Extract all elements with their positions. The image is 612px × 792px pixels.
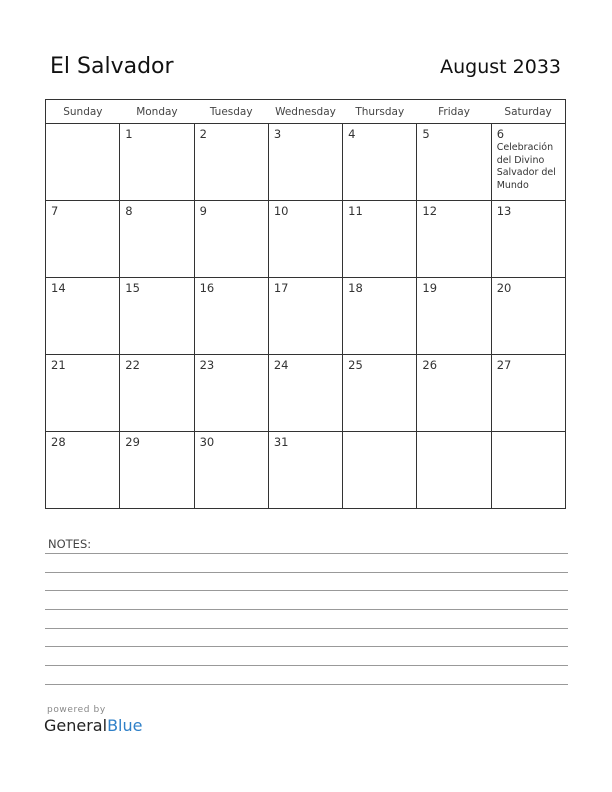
day-cell	[120, 201, 194, 278]
day-cell	[120, 278, 194, 355]
note-line	[45, 665, 568, 666]
week-row	[46, 124, 566, 201]
day-number: 24	[273, 358, 289, 372]
day-number: 25	[348, 358, 363, 372]
day-cell	[417, 432, 491, 509]
day-cell	[46, 201, 120, 278]
day-number: 17	[273, 281, 289, 295]
day-number	[343, 432, 416, 435]
weekday-wednesday: Wednesday	[268, 100, 342, 124]
day-cell	[491, 124, 565, 201]
day-cell	[194, 201, 268, 278]
day-number	[417, 432, 490, 435]
note-line	[45, 646, 568, 647]
day-number: 8	[125, 204, 133, 218]
day-cell	[343, 355, 417, 432]
day-cell	[194, 124, 268, 201]
weekday-sunday: Sunday	[46, 100, 120, 124]
day-cell	[268, 432, 342, 509]
note-line	[45, 609, 568, 610]
note-line	[45, 553, 568, 554]
day-number: 30	[199, 435, 215, 449]
weekday-tuesday: Tuesday	[194, 100, 268, 124]
day-number: 7	[51, 204, 59, 218]
day-cell	[46, 278, 120, 355]
notes-label: NOTES:	[48, 537, 92, 551]
weekday-thursday: Thursday	[343, 100, 417, 124]
day-cell	[343, 432, 417, 509]
day-cell	[268, 201, 342, 278]
day-cell	[343, 201, 417, 278]
day-number: 13	[496, 204, 512, 218]
day-cell	[46, 355, 120, 432]
day-cell	[268, 124, 342, 201]
brand-logo	[44, 716, 142, 735]
day-number: 31	[273, 435, 289, 449]
note-line	[45, 572, 568, 573]
day-cell	[417, 355, 491, 432]
day-cell	[491, 278, 565, 355]
day-cell	[268, 355, 342, 432]
brand-general: General	[44, 716, 108, 735]
brand-blue: Blue	[107, 716, 143, 735]
day-cell	[194, 432, 268, 509]
day-cell	[343, 124, 417, 201]
day-cell	[491, 355, 565, 432]
week-row	[46, 201, 566, 278]
day-cell	[268, 278, 342, 355]
day-number: 2	[199, 127, 207, 141]
day-number: 10	[273, 204, 289, 218]
day-number: 1	[125, 127, 133, 141]
day-number: 3	[273, 127, 282, 141]
note-line	[45, 628, 568, 629]
note-line	[45, 684, 568, 685]
week-row	[46, 355, 566, 432]
day-cell	[417, 201, 491, 278]
day-number	[46, 124, 119, 127]
day-number: 27	[496, 358, 512, 372]
day-number: 11	[348, 204, 363, 218]
day-cell	[120, 124, 194, 201]
weekday-saturday: Saturday	[491, 100, 565, 124]
day-cell	[417, 278, 491, 355]
page-title: El Salvador	[50, 54, 174, 79]
day-number: 5	[422, 127, 430, 141]
day-number: 18	[348, 281, 363, 295]
day-number: 20	[496, 281, 512, 295]
day-number: 9	[199, 204, 207, 218]
day-number: 19	[422, 281, 438, 295]
day-number: 23	[199, 358, 215, 372]
note-line	[45, 590, 568, 591]
day-cell	[343, 278, 417, 355]
powered-by-text: powered by	[47, 705, 106, 715]
weekday-monday: Monday	[120, 100, 194, 124]
weekday-friday: Friday	[417, 100, 491, 124]
day-number: 26	[422, 358, 438, 372]
day-number: 22	[125, 358, 140, 372]
week-row	[46, 278, 566, 355]
day-number	[492, 432, 565, 435]
day-number: 14	[51, 281, 66, 295]
day-number: 6	[496, 127, 505, 141]
day-cell	[491, 432, 565, 509]
day-number: 16	[199, 281, 215, 295]
weekday-header-row	[46, 100, 566, 124]
day-cell	[194, 278, 268, 355]
day-number: 21	[51, 358, 66, 372]
week-row	[46, 432, 566, 509]
day-number: 29	[125, 435, 140, 449]
day-cell	[46, 124, 120, 201]
day-number: 4	[348, 127, 356, 141]
day-cell	[120, 355, 194, 432]
day-number: 12	[422, 204, 438, 218]
day-number: 15	[125, 281, 140, 295]
day-cell	[120, 432, 194, 509]
day-cell	[46, 432, 120, 509]
day-cell	[417, 124, 491, 201]
day-cell	[194, 355, 268, 432]
day-cell	[491, 201, 565, 278]
calendar-grid	[45, 99, 566, 509]
month-title: August 2033	[440, 56, 561, 78]
day-number: 28	[51, 435, 66, 449]
holiday-label: Celebración del Divino Salvador del Mundo	[496, 142, 556, 191]
